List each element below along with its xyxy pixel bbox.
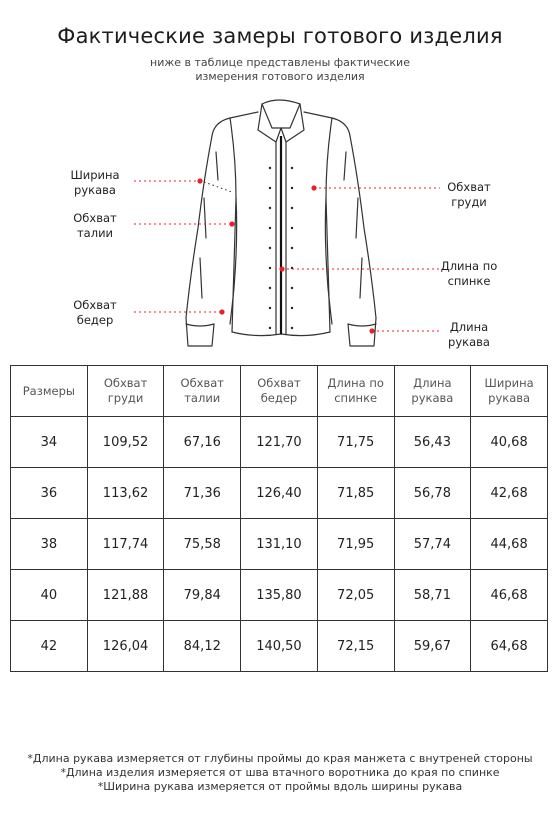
table-cell: 59,67 <box>394 621 471 672</box>
table-cell: 75,58 <box>164 519 241 570</box>
table-cell: 56,78 <box>394 468 471 519</box>
table-cell: 34 <box>11 417 88 468</box>
header-cell-chest <box>87 366 164 417</box>
table-cell: 72,05 <box>317 570 394 621</box>
table-cell: 84,12 <box>164 621 241 672</box>
table-cell: 57,74 <box>394 519 471 570</box>
table-row <box>11 468 548 519</box>
header-line: Длина <box>413 376 452 390</box>
table-cell: 140,50 <box>241 621 318 672</box>
table-cell: 56,43 <box>394 417 471 468</box>
label-chest <box>438 180 500 210</box>
table-row <box>11 570 548 621</box>
header-line: рукава <box>488 391 531 405</box>
label-line: Ширина <box>70 168 120 182</box>
header-cell-sleeve-length <box>394 366 471 417</box>
page-title: Фактические замеры готового изделия <box>57 24 503 48</box>
label-line: рукава <box>74 183 116 197</box>
size-table <box>10 365 548 672</box>
table-row <box>11 417 548 468</box>
table-row <box>11 519 548 570</box>
header-line: Длина по <box>327 376 384 390</box>
header-line: Обхват <box>180 376 224 390</box>
header-line: талии <box>184 391 221 405</box>
label-line: Длина по <box>440 259 498 273</box>
label-waist <box>62 211 128 241</box>
table-cell: 126,04 <box>87 621 164 672</box>
table-cell: 64,68 <box>471 621 548 672</box>
subtitle-line: измерения готового изделия <box>195 70 365 83</box>
header-line: бедер <box>260 391 298 405</box>
sleeve-width-measure <box>204 182 232 192</box>
header-line: Ширина <box>484 376 534 390</box>
table-cell: 36 <box>11 468 88 519</box>
label-line: рукава <box>448 335 490 349</box>
header-cell-waist <box>164 366 241 417</box>
label-line: Длина <box>449 320 489 334</box>
table-cell: 135,80 <box>241 570 318 621</box>
footnote-sleeve-width: *Ширина рукава измеряется от проймы вдоль ширины рукава <box>97 780 463 793</box>
label-line: Обхват <box>73 211 117 225</box>
header-line: рукава <box>411 391 454 405</box>
table-cell: 40,68 <box>471 417 548 468</box>
header-cell-hips <box>241 366 318 417</box>
table-cell: 44,68 <box>471 519 548 570</box>
header-line: Обхват <box>103 376 148 390</box>
header-line: груди <box>107 391 144 405</box>
header-line: Размеры <box>22 383 75 398</box>
table-cell: 67,16 <box>164 417 241 468</box>
label-sleeve-length <box>438 320 500 350</box>
label-hips <box>62 298 128 328</box>
footnote-garment-length: *Длина изделия измеряется от шва втачного воротника до края по спинке <box>60 766 500 779</box>
page-subtitle <box>0 56 560 84</box>
label-back-length <box>436 259 502 289</box>
table-cell: 42,68 <box>471 468 548 519</box>
table-cell: 42 <box>11 621 88 672</box>
subtitle-line: ниже в таблице представлены фактические <box>150 56 410 69</box>
header-cell-back-length <box>317 366 394 417</box>
table-cell: 121,88 <box>87 570 164 621</box>
label-line: спинке <box>447 274 491 288</box>
table-cell: 79,84 <box>164 570 241 621</box>
label-line: бедер <box>76 313 114 327</box>
table-cell: 71,85 <box>317 468 394 519</box>
table-cell: 117,74 <box>87 519 164 570</box>
label-line: Обхват <box>447 180 491 194</box>
table-cell: 71,36 <box>164 468 241 519</box>
table-cell: 109,52 <box>87 417 164 468</box>
label-sleeve-width <box>62 168 128 198</box>
table-cell: 126,40 <box>241 468 318 519</box>
table-cell: 113,62 <box>87 468 164 519</box>
table-cell: 131,10 <box>241 519 318 570</box>
table-cell: 38 <box>11 519 88 570</box>
footnotes <box>0 752 560 794</box>
footnote-sleeve-length: *Длина рукава измеряется от глубины проймы до края манжета с внутреней стороны <box>27 752 533 765</box>
table-cell: 71,75 <box>317 417 394 468</box>
header-cell-sleeve-width <box>471 366 548 417</box>
table-row <box>11 621 548 672</box>
guide-lines <box>134 181 440 331</box>
header-line: Обхват <box>257 376 301 390</box>
table-cell: 71,95 <box>317 519 394 570</box>
header-line: спинке <box>334 391 378 405</box>
table-cell: 46,68 <box>471 570 548 621</box>
label-line: талии <box>76 226 114 240</box>
header-cell-sizes <box>11 366 88 417</box>
label-line: Обхват <box>73 298 117 312</box>
table-cell: 58,71 <box>394 570 471 621</box>
table-cell: 40 <box>11 570 88 621</box>
label-line: груди <box>451 195 487 209</box>
table-cell: 121,70 <box>241 417 318 468</box>
table-header-row <box>11 366 548 417</box>
table-cell: 72,15 <box>317 621 394 672</box>
